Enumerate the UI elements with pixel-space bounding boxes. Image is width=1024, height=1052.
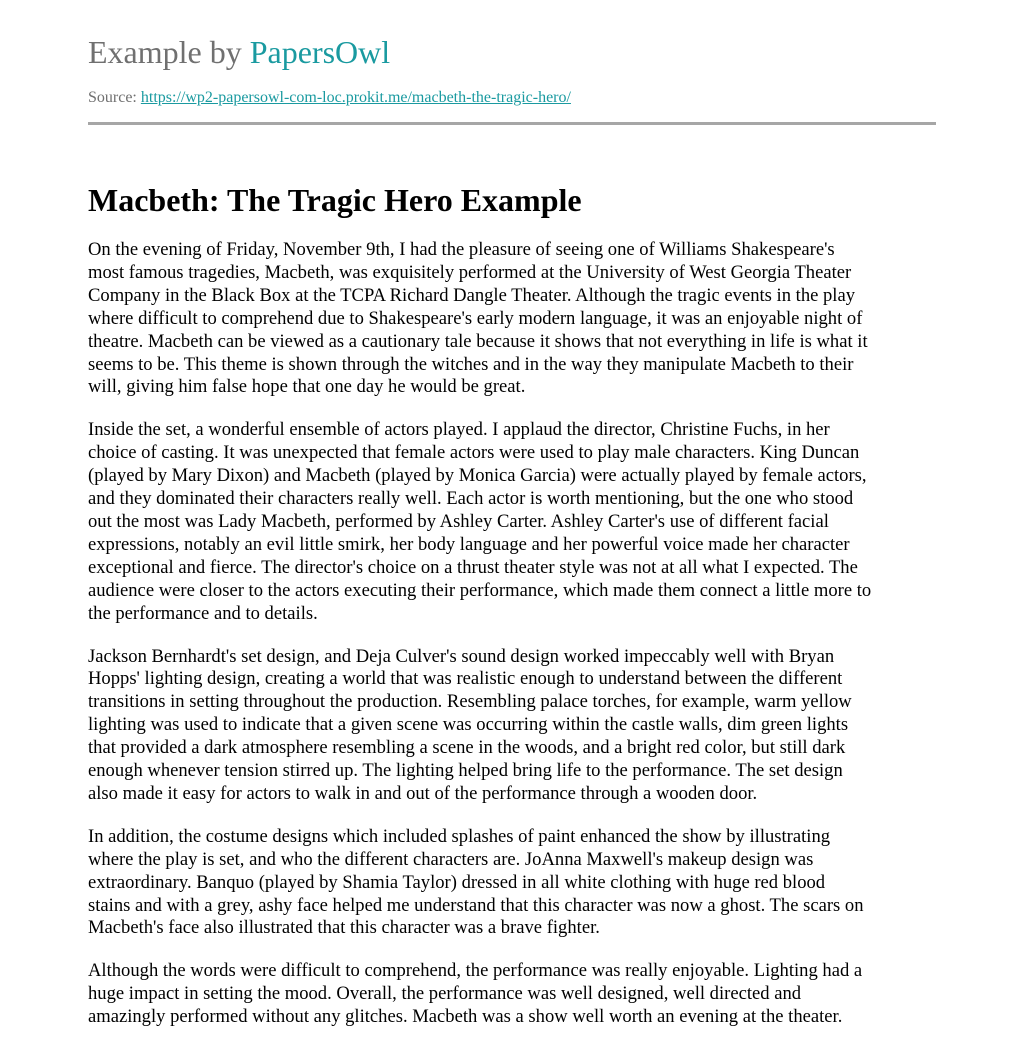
- brand-heading: [88, 32, 390, 72]
- text-line: expressions, notably an evil little smirk, her body language and her powerful voice made her character: [88, 533, 850, 555]
- text-line: lighting was used to indicate that a given scene was occurring within the castle walls, dim green lights: [88, 714, 849, 736]
- text-line: that provided a dark atmosphere resembling a scene in the woods, and a bright red color, but still dark: [88, 737, 846, 759]
- text-line: amazingly performed without any glitches. Macbeth was a show well worth an evening at the theater.: [88, 1006, 843, 1028]
- brand-prefix: Example by: [88, 34, 250, 70]
- text-line: Although the words were difficult to comprehend, the performance was really enjoyable. Lighting had a: [88, 960, 863, 982]
- paragraph-5: [88, 960, 936, 1029]
- source-link[interactable]: https://wp2-papersowl-com-loc.prokit.me/macbeth-the-tragic-hero/: [140, 89, 571, 106]
- text-line: also made it easy for actors to walk in and out of the performance through a wooden door.: [88, 782, 758, 804]
- text-line: enough whenever tension stirred up. The lighting helped bring life to the performance. The set design: [88, 760, 843, 782]
- source-label: Source:: [88, 89, 141, 106]
- text-line: where the play is set, and who the different characters are. JoAnna Maxwell's makeup design was: [88, 848, 814, 870]
- text-line: Company in the Black Box at the TCPA Richard Dangle Theater. Although the tragic events in the play: [88, 284, 856, 306]
- source-line: [88, 88, 571, 108]
- text-line: and they dominated their characters really well. Each actor is worth mentioning, but the one who stood: [88, 488, 854, 510]
- text-line: (played by Mary Dixon) and Macbeth (played by Monica Garcia) were actually played by female actors,: [88, 465, 867, 487]
- text-line: Macbeth's face also illustrated that this character was a brave fighter.: [88, 917, 600, 939]
- paragraph-2: [88, 419, 936, 625]
- text-line: In addition, the costume designs which included splashes of paint enhanced the show by illustrating: [88, 825, 831, 847]
- text-line: Inside the set, a wonderful ensemble of actors played. I applaud the director, Christine Fuchs, in her: [88, 419, 830, 441]
- text-line: the performance and to details.: [88, 602, 318, 624]
- paragraph-4: [88, 826, 936, 941]
- text-line: seems to be. This theme is shown through the witches and in the way they manipulate Macbeth to their: [88, 353, 854, 375]
- paragraph-1: [88, 239, 936, 399]
- text-line: extraordinary. Banquo (played by Shamia Taylor) dressed in all white clothing with huge red blood: [88, 871, 826, 893]
- article-body: [88, 239, 936, 1049]
- text-line: transitions in setting throughout the production. Resembling palace torches, for example, warm yellow: [88, 691, 852, 713]
- text-line: choice of casting. It was unexpected that female actors were used to play male characters. King Duncan: [88, 442, 860, 464]
- text-line: will, giving him false hope that one day he would be great.: [88, 376, 526, 398]
- text-line: theatre. Macbeth can be viewed as a cautionary tale because it shows that not everything in life is what it: [88, 330, 868, 352]
- paragraph-3: [88, 646, 936, 806]
- text-line: audience were closer to the actors executing their performance, which made them connect a little more to: [88, 579, 872, 601]
- text-line: huge impact in setting the mood. Overall, the performance was well designed, well directed and: [88, 983, 802, 1005]
- text-line: stains and with a grey, ashy face helped me understand that this character was now a ghost. The scars on: [88, 894, 864, 916]
- text-line: out the most was Lady Macbeth, performed by Ashley Carter. Ashley Carter's use of different facial: [88, 510, 829, 532]
- brand-name: PapersOwl: [249, 34, 391, 70]
- text-line: Jackson Bernhardt's set design, and Deja Culver's sound design worked impeccably well with Bryan: [88, 645, 835, 667]
- article-title: Macbeth: The Tragic Hero Example: [88, 182, 582, 218]
- text-line: Hopps' lighting design, creating a world that was realistic enough to understand between the different: [88, 668, 843, 690]
- header-divider: [88, 122, 936, 125]
- text-line: On the evening of Friday, November 9th, I had the pleasure of seeing one of Williams Shakespeare's: [88, 239, 835, 260]
- text-line: most famous tragedies, Macbeth, was exquisitely performed at the University of West Georgia Theater: [88, 261, 852, 283]
- text-line: exceptional and fierce. The director's choice on a thrust theater style was not at all what I expected. The: [88, 556, 858, 578]
- text-line: where difficult to comprehend due to Shakespeare's early modern language, it was an enjoyable night of: [88, 307, 863, 329]
